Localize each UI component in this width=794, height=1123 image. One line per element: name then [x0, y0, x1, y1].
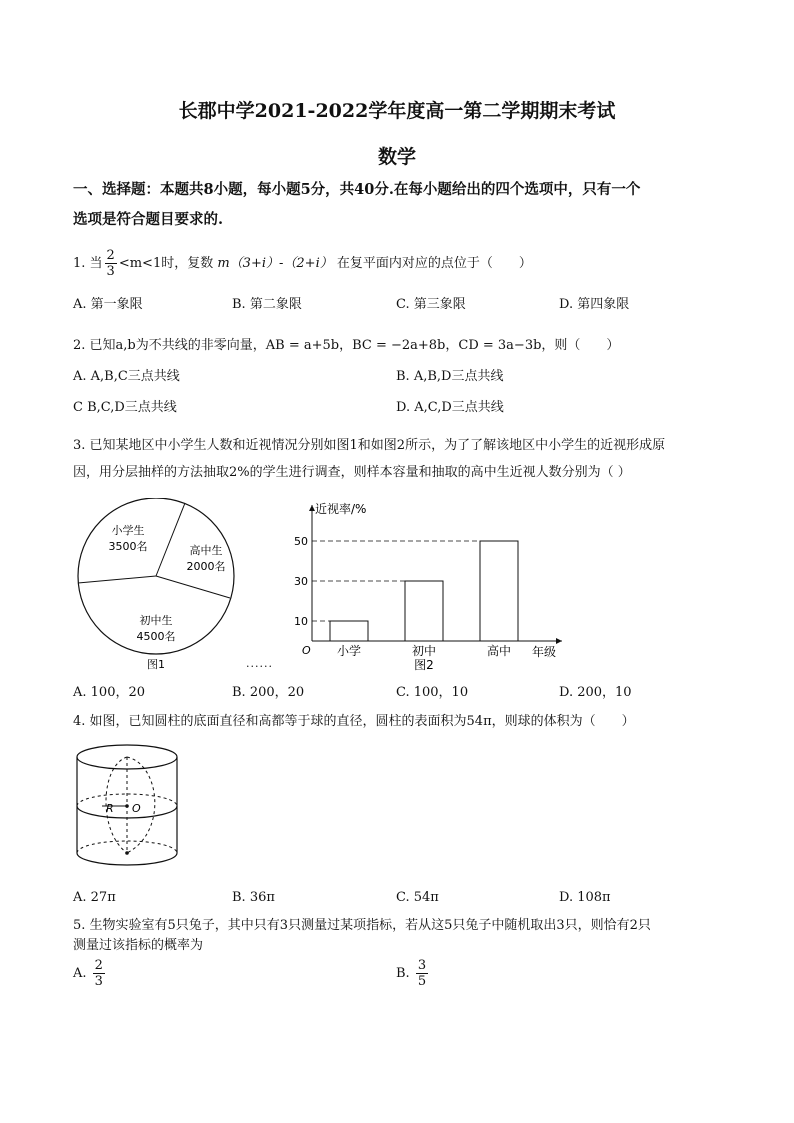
bar-2 [405, 581, 443, 641]
figure-dots: ...... [246, 657, 273, 670]
x-axis-label: 年级 [532, 645, 557, 659]
pie-value-middle: 4500名 [136, 630, 176, 643]
bar-1 [330, 621, 368, 641]
q3-option-c[interactable]: C. 100，10 [396, 685, 469, 700]
q2-option-a[interactable]: A. A,B,C三点共线 [73, 369, 180, 384]
q4-option-a[interactable]: A. 27π [73, 890, 116, 905]
q1-expression: m（3+i）-（2+i） [217, 256, 333, 271]
q5-option-a[interactable] [73, 958, 107, 989]
bar-3 [480, 541, 518, 641]
q4-option-c[interactable]: C. 54π [396, 890, 439, 905]
q3-option-a[interactable]: A. 100，20 [73, 685, 146, 700]
exam-title: 长郡中学2021-2022学年度高一第二学期期末考试 [178, 100, 616, 122]
section-heading-line2: 选项是符合题目要求的. [73, 211, 224, 228]
q1-option-a[interactable]: A. 第一象限 [73, 297, 143, 312]
center-point [125, 804, 129, 808]
radius-label: R [106, 802, 114, 815]
bar-marks [330, 541, 518, 641]
q5-b-den: 5 [417, 974, 427, 989]
exam-subject: 数学 [377, 146, 416, 168]
question-5-line2: 测量过该指标的概率为 [73, 938, 204, 953]
x-axis-arrow [556, 638, 562, 644]
pie-caption: 图1 [147, 658, 165, 671]
question-5-line1: 5. 生物实验室有5只兔子，其中只有3只测量过某项指标，若从这5只兔子中随机取出3只，则恰有2只 [73, 918, 651, 933]
question-1-stem [73, 248, 733, 279]
question-3-line1: 3. 已知某地区中小学生人数和近视情况分别如图1和如图2所示，为了了解该地区中小学生的近视形成原 [73, 438, 666, 453]
pie-divider-right [156, 576, 230, 598]
pie-chart-figure [70, 498, 270, 674]
q1-frac-num: 2 [106, 248, 115, 263]
y-tick-30: 30 [294, 575, 308, 588]
q5-option-b-fraction [416, 958, 428, 989]
q1-condition: <m<1时，复数 [118, 256, 214, 271]
q4-option-b[interactable]: B. 36π [232, 890, 275, 905]
q3-option-b[interactable]: B. 200，20 [232, 685, 305, 700]
bar-dashed-guides [312, 541, 480, 621]
q5-option-a-fraction [93, 958, 105, 989]
q3-option-d[interactable]: D. 200，10 [559, 685, 632, 700]
bottom-center-point [125, 851, 129, 855]
pie-value-high: 2000名 [186, 560, 226, 573]
bar-chart-figure [282, 495, 582, 671]
y-axis-label: 近视率/% [315, 502, 367, 516]
q5-option-b-label: B. [396, 966, 410, 981]
center-label: O [132, 802, 141, 815]
q1-prefix: 1. 当 [73, 256, 103, 271]
q1-fraction [105, 248, 117, 279]
q2-option-d[interactable]: D. A,C,D三点共线 [396, 400, 504, 415]
q5-b-num: 3 [417, 958, 427, 973]
cylinder-sphere-figure [72, 740, 184, 875]
bar-category-1: 小学 [336, 644, 362, 658]
pie-label-high: 高中生 [189, 544, 223, 557]
q4-option-d[interactable]: D. 108π [559, 890, 611, 905]
q2-option-b[interactable]: B. A,B,D三点共线 [396, 369, 504, 384]
y-tick-10: 10 [294, 615, 308, 628]
q1-option-b[interactable]: B. 第二象限 [232, 297, 302, 312]
y-tick-50: 50 [294, 535, 308, 548]
bar-category-3: 高中 [486, 644, 512, 658]
q1-option-d[interactable]: D. 第四象限 [559, 297, 630, 312]
q5-option-a-label: A. [73, 966, 87, 981]
q1-option-c[interactable]: C. 第三象限 [396, 297, 466, 312]
q5-a-den: 3 [94, 974, 103, 989]
question-4-stem: 4. 如图，已知圆柱的底面直径和高都等于球的直径，圆柱的表面积为54π，则球的体积为（ ） [73, 714, 635, 729]
bar-category-2: 初中 [411, 644, 437, 658]
question-3-line2: 因，用分层抽样的方法抽取2%的学生进行调查，则样本容量和抽取的高中生近视人数分别为（ ） [73, 465, 631, 480]
pie-divider-top [156, 503, 185, 576]
q2-option-c[interactable]: C B,C,D三点共线 [73, 400, 177, 415]
bar-chart-caption: 图2 [414, 658, 434, 671]
q1-frac-den: 3 [106, 264, 115, 279]
question-2-stem: 2. 已知a,b为不共线的非零向量，AB = a+5b，BC = −2a+8b，CD = 3a−3b，则（ ） [73, 338, 620, 353]
pie-divider-left [78, 576, 156, 583]
section-heading-line1: 一、选择题：本题共8小题，每小题5分，共40分.在每小题给出的四个选项中，只有一个 [73, 181, 641, 198]
origin-label: O [302, 644, 311, 657]
q1-suffix: 在复平面内对应的点位于（ ） [336, 256, 532, 271]
q5-a-num: 2 [94, 958, 103, 973]
pie-label-primary: 小学生 [111, 524, 145, 537]
q5-option-b[interactable] [396, 958, 430, 989]
pie-value-primary: 3500名 [108, 540, 148, 553]
pie-label-middle: 初中生 [139, 614, 173, 627]
